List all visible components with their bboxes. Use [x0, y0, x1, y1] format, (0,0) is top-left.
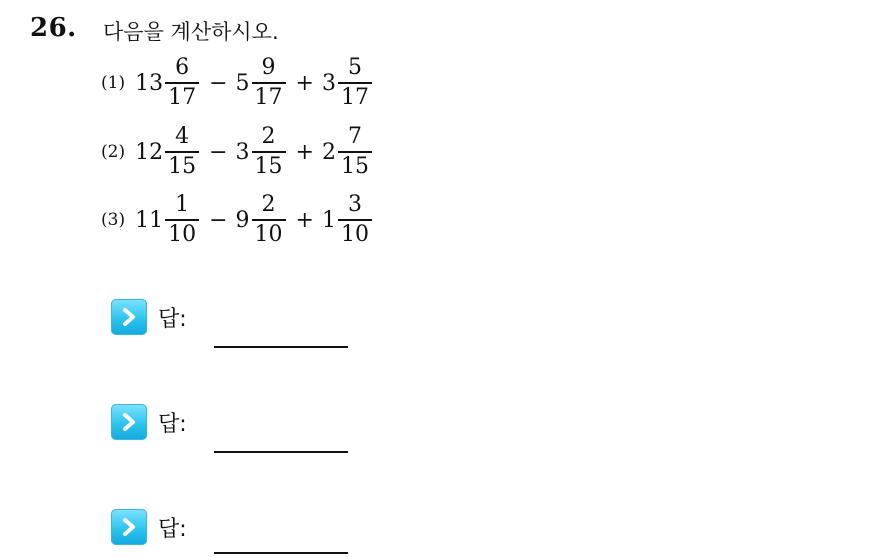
fraction — [338, 126, 372, 177]
numerator: 2 — [261, 124, 276, 150]
operator: − — [209, 207, 228, 233]
fraction — [252, 194, 286, 245]
whole-number: 3 — [235, 139, 250, 165]
question-text: 다음을 계산하시오. — [103, 20, 279, 44]
denominator: 15 — [340, 153, 369, 179]
numerator: 3 — [347, 192, 362, 218]
answer-label: 답: — [158, 411, 187, 437]
operator: + — [295, 207, 314, 233]
whole-number: 12 — [135, 139, 164, 165]
fraction — [338, 194, 372, 245]
problem-label: (1) — [101, 73, 126, 93]
fraction — [338, 57, 372, 108]
fraction — [165, 194, 199, 245]
numerator: 4 — [175, 124, 190, 150]
answer-label: 답: — [158, 516, 187, 542]
answer-row-2 — [111, 404, 187, 440]
denominator: 10 — [340, 221, 369, 247]
denominator: 10 — [168, 221, 197, 247]
chevron-right-icon — [111, 509, 147, 545]
whole-number: 1 — [321, 207, 336, 233]
denominator: 15 — [254, 153, 283, 179]
answer-label: 답: — [158, 306, 187, 332]
numerator: 7 — [347, 124, 362, 150]
fraction — [165, 57, 199, 108]
chevron-right-icon — [111, 299, 147, 335]
operator: + — [295, 70, 314, 96]
question-number: 26. — [30, 13, 77, 43]
problem-2 — [101, 122, 374, 182]
problem-1 — [101, 53, 374, 113]
operator: − — [209, 70, 228, 96]
chevron-right-icon — [111, 404, 147, 440]
denominator: 17 — [254, 84, 283, 110]
problem-label: (3) — [101, 210, 126, 230]
whole-number: 9 — [235, 207, 250, 233]
numerator: 9 — [261, 55, 276, 81]
numerator: 1 — [175, 192, 190, 218]
fraction — [252, 126, 286, 177]
answer-row-3 — [111, 509, 187, 545]
operator: + — [295, 139, 314, 165]
whole-number: 13 — [135, 70, 164, 96]
whole-number: 11 — [135, 207, 164, 233]
problem-3 — [101, 190, 374, 250]
answer-blank[interactable] — [214, 552, 348, 554]
whole-number: 3 — [321, 70, 336, 96]
answer-blank[interactable] — [214, 346, 348, 348]
problem-label: (2) — [101, 142, 126, 162]
whole-number: 2 — [321, 139, 336, 165]
fraction — [252, 57, 286, 108]
numerator: 2 — [261, 192, 276, 218]
denominator: 17 — [168, 84, 197, 110]
denominator: 10 — [254, 221, 283, 247]
numerator: 5 — [347, 55, 362, 81]
denominator: 17 — [340, 84, 369, 110]
numerator: 6 — [175, 55, 190, 81]
answer-blank[interactable] — [214, 451, 348, 453]
fraction — [165, 126, 199, 177]
whole-number: 5 — [235, 70, 250, 96]
operator: − — [209, 139, 228, 165]
denominator: 15 — [168, 153, 197, 179]
answer-row-1 — [111, 299, 187, 335]
